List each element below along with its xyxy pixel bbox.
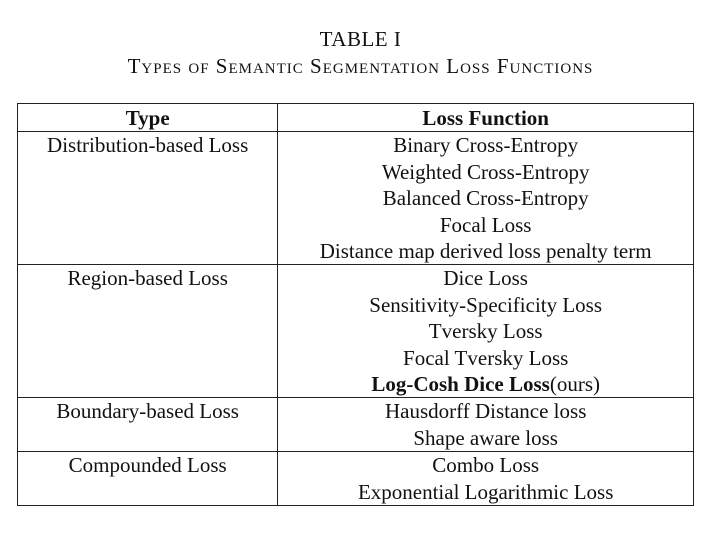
loss-function-item: Dice Loss — [443, 266, 528, 291]
loss-function-item: Distance map derived loss penalty term — [319, 239, 652, 264]
table-row-distribution — [18, 132, 694, 265]
functions-cell — [278, 452, 694, 506]
loss-function-item: Exponential Logarithmic Loss — [357, 479, 614, 504]
loss-function-item: Balanced Cross-Entropy — [382, 186, 589, 211]
loss-function-item: Tversky Loss — [428, 319, 543, 344]
loss-function-item: Focal Loss — [439, 212, 532, 237]
header-loss-function: Loss Function — [278, 104, 694, 132]
header-type: Type — [18, 104, 278, 132]
table-title: Types of Semantic Segmentation Loss Functions — [127, 54, 594, 78]
table-row-compounded — [18, 452, 694, 506]
loss-function-item: Hausdorff Distance loss — [384, 399, 587, 424]
highlighted-loss-function — [282, 371, 689, 397]
highlight-name: Log-Cosh Dice Loss — [371, 372, 550, 397]
loss-function-item: Focal Tversky Loss — [403, 345, 569, 370]
loss-function-item: Binary Cross-Entropy — [393, 133, 579, 158]
functions-cell — [278, 398, 694, 452]
loss-function-item: Shape aware loss — [413, 425, 558, 450]
type-cell: Boundary-based Loss — [18, 398, 278, 452]
type-cell: Region-based Loss — [18, 265, 278, 398]
header-row — [18, 104, 694, 132]
loss-functions-table — [17, 103, 694, 506]
table-row-boundary — [18, 398, 694, 452]
type-cell: Compounded Loss — [18, 452, 278, 506]
loss-function-item: Sensitivity-Specificity Loss — [369, 292, 603, 317]
functions-cell — [278, 132, 694, 265]
functions-cell — [278, 265, 694, 398]
loss-function-item: Weighted Cross-Entropy — [381, 159, 590, 184]
table-label: TABLE I — [319, 27, 402, 51]
table-row-region — [18, 265, 694, 398]
highlight-suffix: (ours) — [549, 372, 600, 397]
type-cell: Distribution-based Loss — [18, 132, 278, 265]
loss-function-item: Combo Loss — [432, 453, 540, 478]
